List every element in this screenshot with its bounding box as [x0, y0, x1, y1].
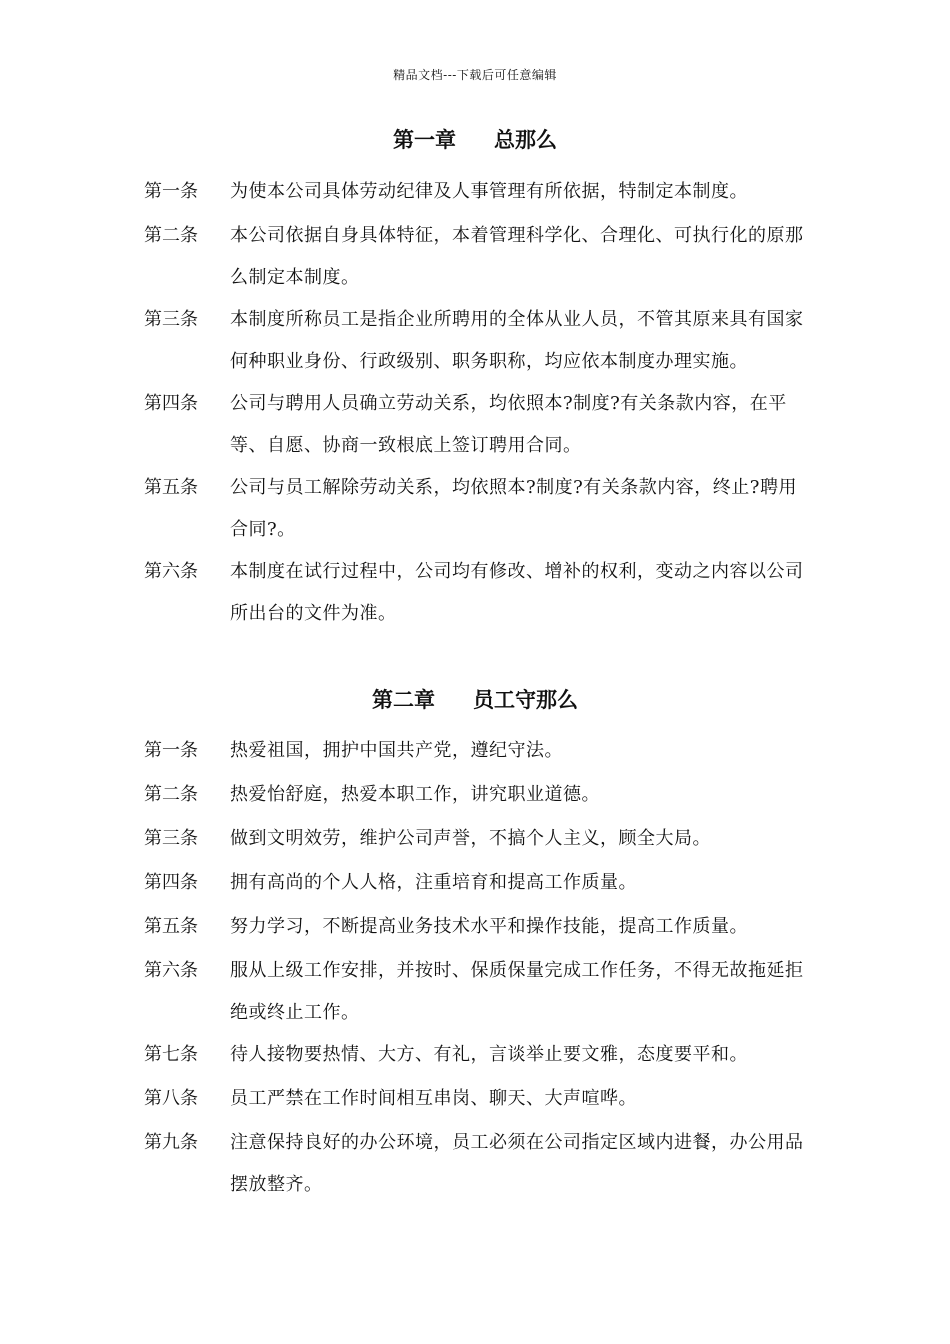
chapter-1-article-4	[144, 383, 814, 467]
article-text: 拥有高尚的个人人格，注重培育和提高工作质量。	[230, 872, 637, 893]
article-number: 第六条	[144, 960, 198, 981]
chapter-2-number: 第二章	[372, 687, 435, 712]
chapter-2-name: 员工守那么	[473, 687, 578, 712]
article-number: 第三条	[144, 828, 198, 849]
article-text: 待人接物要热情、大方、有礼，言谈举止要文雅，态度要平和。	[230, 1044, 748, 1065]
chapter-1-number: 第一章	[393, 127, 456, 152]
article-text: 努力学习，不断提高业务技术水平和操作技能，提高工作质量。	[230, 916, 748, 937]
article-number: 第六条	[144, 561, 198, 582]
article-text: 员工严禁在工作时间相互串岗、聊天、大声喧哗。	[230, 1088, 637, 1109]
chapter-1-name: 总那么	[494, 127, 557, 152]
article-number: 第九条	[144, 1132, 198, 1153]
chapter-2-article-9	[144, 1122, 814, 1206]
article-text: 热爱祖国，拥护中国共产党，遵纪守法。	[230, 740, 563, 761]
chapter-1-title	[0, 124, 950, 154]
article-number: 第八条	[144, 1088, 198, 1109]
article-number: 第一条	[144, 740, 198, 761]
chapter-2-title	[0, 684, 950, 714]
article-text: 热爱怡舒庭，热爱本职工作，讲究职业道德。	[230, 784, 600, 805]
article-number: 第五条	[144, 916, 198, 937]
article-text: 服从上级工作安排，并按时、保质保量完成工作任务，不得无故拖延拒绝或终止工作。	[230, 960, 804, 1023]
page-header: 精品文档---下载后可任意编辑	[393, 68, 557, 82]
article-number: 第二条	[144, 225, 198, 246]
article-number: 第二条	[144, 784, 198, 805]
chapter-2-article-1	[144, 730, 814, 772]
article-number: 第七条	[144, 1044, 198, 1065]
article-text: 公司与聘用人员确立劳动关系，均依照本?制度?有关条款内容，在平等、自愿、协商一致根底上签订聘用合同。	[230, 393, 787, 456]
chapter-1-article-5	[144, 467, 814, 551]
chapter-2-article-7	[144, 1034, 814, 1076]
chapter-2-article-5	[144, 906, 814, 948]
article-text: 做到文明效劳，维护公司声誉，不搞个人主义，顾全大局。	[230, 828, 711, 849]
article-number: 第四条	[144, 872, 198, 893]
chapter-2-article-3	[144, 818, 814, 860]
article-text: 为使本公司具体劳动纪律及人事管理有所依据，特制定本制度。	[230, 181, 748, 202]
chapter-1-article-2	[144, 215, 814, 299]
chapter-1-article-1	[144, 171, 814, 213]
chapter-1-article-3	[144, 299, 814, 383]
article-number: 第一条	[144, 181, 198, 202]
article-text: 公司与员工解除劳动关系，均依照本?制度?有关条款内容，终止?聘用合同?。	[230, 477, 797, 540]
chapter-2-article-2	[144, 774, 814, 816]
article-text: 本制度在试行过程中，公司均有修改、增补的权利，变动之内容以公司所出台的文件为准。	[230, 561, 804, 624]
article-text: 本制度所称员工是指企业所聘用的全体从业人员，不管其原来具有国家何种职业身份、行政级别、职务职称，均应依本制度办理实施。	[230, 309, 804, 372]
chapter-2-article-6	[144, 950, 814, 1034]
article-number: 第五条	[144, 477, 198, 498]
chapter-2-article-4	[144, 862, 814, 904]
article-number: 第四条	[144, 393, 198, 414]
article-text: 注意保持良好的办公环境，员工必须在公司指定区域内进餐，办公用品摆放整齐。	[230, 1132, 804, 1195]
article-text: 本公司依据自身具体特征，本着管理科学化、合理化、可执行化的原那么制定本制度。	[230, 225, 804, 288]
article-number: 第三条	[144, 309, 198, 330]
chapter-2-article-8	[144, 1078, 814, 1120]
chapter-1-article-6	[144, 551, 814, 635]
